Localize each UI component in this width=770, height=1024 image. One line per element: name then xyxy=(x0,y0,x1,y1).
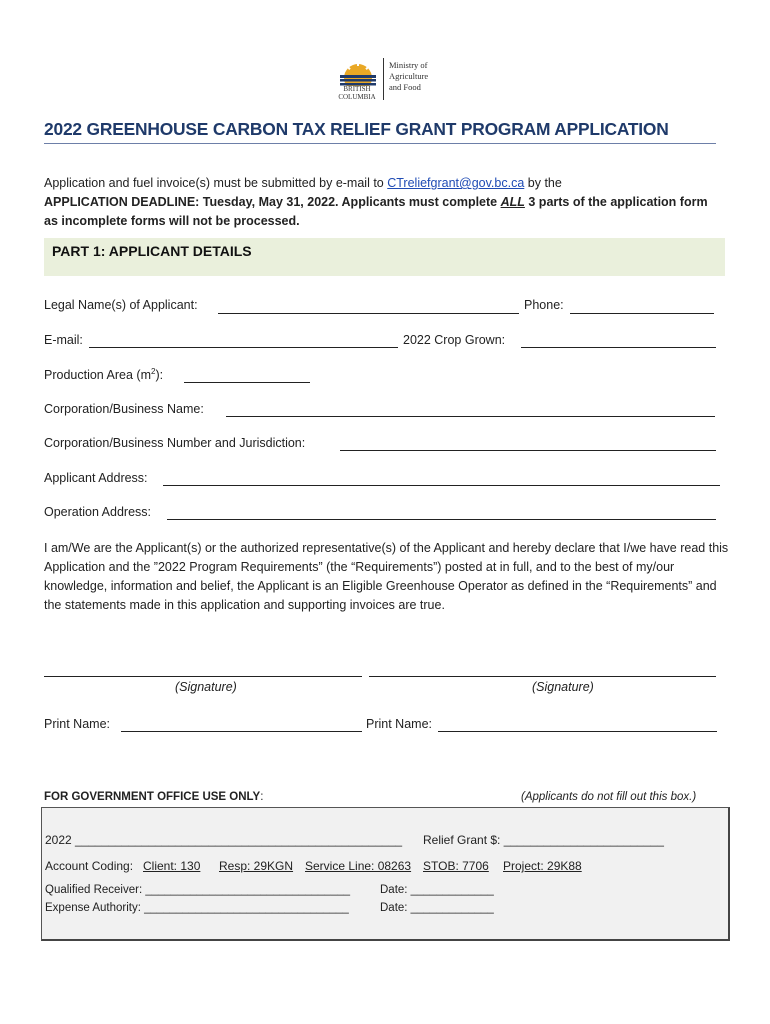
production-area-sup: 2 xyxy=(151,367,156,376)
legal-name-field[interactable] xyxy=(218,313,519,314)
expense-authority-field: Expense Authority: ________________________________ xyxy=(45,902,349,914)
resp-code: Resp: 29KGN xyxy=(219,859,294,873)
qualified-receiver-field: Qualified Receiver: ________________________________ xyxy=(45,884,351,896)
date-field-1: Date: _____________ xyxy=(380,884,494,896)
applicant-address-label: Applicant Address: xyxy=(44,471,148,485)
signature-field-1[interactable] xyxy=(44,676,362,677)
logo-bc-text: BRITISH COLUMBIA xyxy=(338,85,376,101)
signature-label-1: (Signature) xyxy=(175,680,237,694)
corp-name-label: Corporation/Business Name: xyxy=(44,402,204,416)
phone-field[interactable] xyxy=(570,313,714,314)
legal-name-label: Legal Name(s) of Applicant: xyxy=(44,298,198,312)
date-field-2: Date: _____________ xyxy=(380,902,494,914)
deadline-text: APPLICATION DEADLINE: Tuesday, May 31, 2022. Applicants must complete xyxy=(44,195,501,209)
bc-logo-icon xyxy=(336,56,380,86)
print-name-field-1[interactable] xyxy=(121,731,362,732)
email-field[interactable] xyxy=(89,347,398,348)
email-label: E-mail: xyxy=(44,333,83,347)
crop-field[interactable] xyxy=(521,347,716,348)
production-area-field[interactable] xyxy=(184,382,310,383)
service-line-code: Service Line: 08263 xyxy=(305,859,412,873)
gov-use-label-colon: : xyxy=(260,791,264,803)
project-code: Project: 29K88 xyxy=(503,859,582,873)
logo-divider xyxy=(383,58,384,100)
client-code: Client: 130 xyxy=(143,859,201,873)
production-area-text: Production Area (m xyxy=(44,368,151,383)
gov-use-box xyxy=(41,807,730,941)
relief-grant-field: Relief Grant $: ________________________ xyxy=(423,833,664,847)
intro-line1-prefix: Application and fuel invoice(s) must be submitted by e-mail to xyxy=(44,176,388,190)
signature-field-2[interactable] xyxy=(369,676,716,677)
account-coding-label: Account Coding: xyxy=(45,859,134,873)
corp-name-field[interactable] xyxy=(226,416,715,417)
declaration-paragraph: I am/We are the Applicant(s) or the authorized representative(s) of the Applicant and hereby declare that I/we have read this Application and the ”2022 Program Requirements” (the “Requirements”) posted at in full, and to the best of my/our knowledge, information and belief, the Applicant is an Eligible Greenhouse Operator as defined in the “Requirements” and the statements made in this application and supporting invoices are true. xyxy=(44,541,729,612)
gov-use-note: (Applicants do not fill out this box.) xyxy=(521,791,697,803)
stob-code: STOB: 7706 xyxy=(423,859,489,873)
applicant-address-field[interactable] xyxy=(163,485,720,486)
deadline-tail: 3 parts of the application form as incomplete forms will not be processed. xyxy=(44,195,708,228)
production-area-tail: ): xyxy=(155,368,164,383)
corp-number-field[interactable] xyxy=(340,450,716,451)
email-link[interactable]: CTreliefgrant@gov.bc.ca xyxy=(387,176,525,190)
signature-label-2: (Signature) xyxy=(532,680,594,694)
page-title: 2022 GREENHOUSE CARBON TAX RELIEF GRANT PROGRAM APPLICATION xyxy=(44,119,669,139)
gov-use-label-text: FOR GOVERNMENT OFFICE USE ONLY xyxy=(44,791,261,803)
intro-paragraph xyxy=(44,174,724,231)
operation-address-field[interactable] xyxy=(167,519,716,520)
corp-number-label: Corporation/Business Number and Jurisdiction: xyxy=(44,436,306,450)
logo-ministry-text: Ministry of Agriculture and Food xyxy=(389,60,429,92)
gov-use-label xyxy=(44,791,263,803)
print-name-label-2: Print Name: xyxy=(366,717,432,731)
print-name-label-1: Print Name: xyxy=(44,717,110,731)
gov-year-line: 2022 _________________________________________________ xyxy=(45,833,403,847)
operation-address-label: Operation Address: xyxy=(44,505,152,519)
all-word: ALL xyxy=(500,195,525,209)
production-area-label xyxy=(44,367,163,382)
print-name-field-2[interactable] xyxy=(438,731,717,732)
crop-label: 2022 Crop Grown: xyxy=(403,333,506,347)
intro-line1-suffix: by the xyxy=(524,176,562,190)
phone-label: Phone: xyxy=(524,298,564,312)
ministry-logo xyxy=(333,56,443,102)
title-rule xyxy=(44,143,716,144)
part1-title: PART 1: APPLICANT DETAILS xyxy=(52,243,252,259)
